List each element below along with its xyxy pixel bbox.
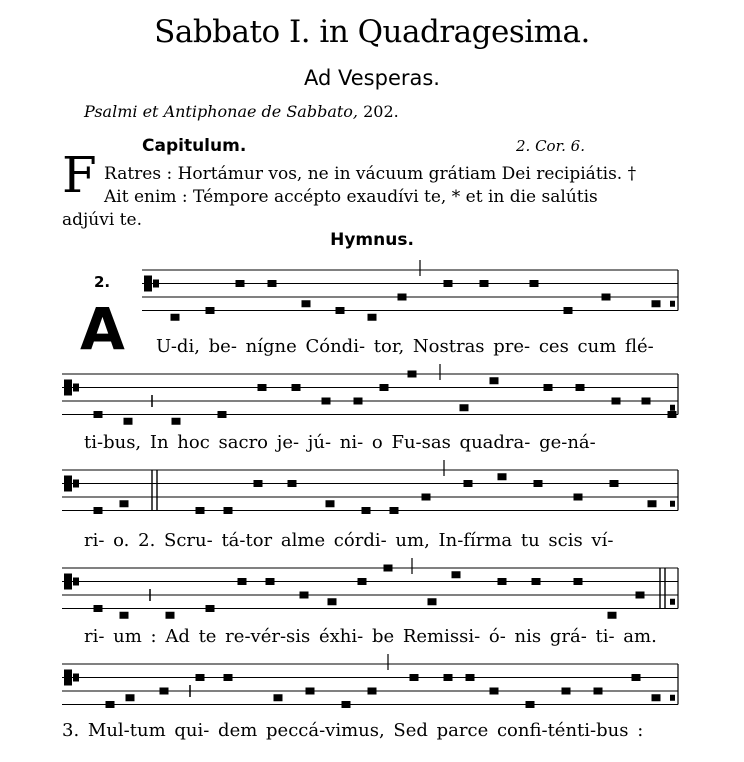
neume-note <box>544 384 553 391</box>
neume-note <box>94 411 103 418</box>
neume-note <box>466 674 475 681</box>
neume-note <box>258 384 267 391</box>
neume-note <box>490 377 499 384</box>
neume-note <box>106 701 115 708</box>
neume-note <box>444 674 453 681</box>
neume-note <box>94 507 103 514</box>
lyric-line-3: ri- o. 2. Scru- tá-tor alme córdi- um, In-fírma tu scis ví- <box>84 530 614 551</box>
neume-note <box>632 674 641 681</box>
neume-note <box>398 294 407 301</box>
office-subtitle: Ad Vesperas. <box>304 66 440 90</box>
neume-note <box>268 280 277 287</box>
c-clef-icon <box>144 276 152 292</box>
neume-note <box>652 300 661 307</box>
neume-note <box>390 507 399 514</box>
neume-note <box>608 612 617 619</box>
neume-note <box>602 294 611 301</box>
neume-note <box>120 612 129 619</box>
neume-note <box>196 507 205 514</box>
neume-note <box>480 280 489 287</box>
neume-note <box>238 578 247 585</box>
c-clef-icon <box>73 480 79 488</box>
neume-note <box>254 480 263 487</box>
neume-note <box>534 480 543 487</box>
neume-note <box>358 578 367 585</box>
neume-note <box>224 674 233 681</box>
neume-note <box>302 300 311 307</box>
neume-note <box>124 418 133 425</box>
lyric-line-4: ri- um : Ad te re-vér-sis éxhi- be Remissi- ó- nis grá- ti- am. <box>84 626 657 647</box>
neume-note <box>648 500 657 507</box>
custos-icon <box>670 599 675 605</box>
neume-note <box>171 314 180 321</box>
neume-note <box>218 411 227 418</box>
c-clef-icon <box>153 280 159 288</box>
neume-note <box>498 578 507 585</box>
neume-note <box>428 598 437 605</box>
neume-note <box>160 688 169 695</box>
neume-note <box>300 592 309 599</box>
capitulum-reference: 2. Cor. 6. <box>516 137 585 155</box>
neume-note <box>530 280 539 287</box>
neume-note <box>368 314 377 321</box>
neume-note <box>380 384 389 391</box>
neume-note <box>266 578 275 585</box>
custos-icon <box>670 405 675 411</box>
neume-note <box>594 688 603 695</box>
hymnus-heading: Hymnus. <box>330 230 414 250</box>
neume-note <box>490 688 499 695</box>
custos-icon <box>670 695 675 701</box>
neume-note <box>322 398 331 405</box>
neume-note <box>562 688 571 695</box>
c-clef-icon <box>73 384 79 392</box>
neume-note <box>564 307 573 314</box>
c-clef-icon <box>73 674 79 682</box>
capitulum-line-1: Ratres : Hortámur vos, ne in vácuum grátiam Dei recipiátis. † <box>104 164 637 184</box>
neume-note <box>172 418 181 425</box>
neume-note <box>336 307 345 314</box>
psalm-reference-page: 202. <box>363 102 399 121</box>
capitulum-line-2: Ait enim : Témpore accépto exaudívi te, * et in die salútis <box>104 187 598 207</box>
custos-icon <box>670 301 675 307</box>
neume-note <box>574 494 583 501</box>
neume-note <box>292 384 301 391</box>
capitulum-heading: Capitulum. <box>142 136 247 156</box>
neume-note <box>274 694 283 701</box>
neume-note <box>526 701 535 708</box>
lyric-line-2: ti-bus, In hoc sacro je- jú- ni- o Fu-sas quadra- ge-ná- <box>84 432 596 453</box>
c-clef-icon <box>73 578 79 586</box>
neume-note <box>532 578 541 585</box>
custos-icon <box>670 501 675 507</box>
neume-note <box>354 398 363 405</box>
neume-note <box>612 398 621 405</box>
page-title: Sabbato I. in Quadragesima. <box>154 14 590 50</box>
capitulum-line-3: adjúvi te. <box>62 210 142 230</box>
neume-note <box>460 404 469 411</box>
neume-note <box>422 494 431 501</box>
neume-note <box>384 565 393 572</box>
neume-note <box>328 598 337 605</box>
neume-note <box>236 280 245 287</box>
neume-note <box>94 605 103 612</box>
neume-note <box>636 592 645 599</box>
neume-note <box>288 480 297 487</box>
neume-note <box>464 480 473 487</box>
neume-note <box>362 507 371 514</box>
neume-note <box>444 280 453 287</box>
neume-note <box>326 500 335 507</box>
neume-note <box>206 605 215 612</box>
neume-note <box>642 398 651 405</box>
neume-note <box>120 500 129 507</box>
neume-note <box>368 688 377 695</box>
neume-note <box>224 507 233 514</box>
neume-note <box>576 384 585 391</box>
c-clef-icon <box>64 380 72 396</box>
neume-note <box>196 674 205 681</box>
neume-note <box>206 307 215 314</box>
neume-note <box>166 612 175 619</box>
hymn-mode-number: 2. <box>94 273 111 291</box>
c-clef-icon <box>64 476 72 492</box>
neume-note <box>306 688 315 695</box>
c-clef-icon <box>64 574 72 590</box>
hymn-initial: A <box>80 295 125 363</box>
neume-note <box>668 411 677 418</box>
c-clef-icon <box>64 670 72 686</box>
neume-note <box>452 571 461 578</box>
neume-note <box>652 694 661 701</box>
neume-note <box>342 701 351 708</box>
psalm-reference-text: Psalmi et Antiphonae de Sabbato, <box>84 102 359 121</box>
neume-note <box>410 674 419 681</box>
capitulum-initial: F <box>62 146 97 204</box>
neume-note <box>126 694 135 701</box>
neume-note <box>610 480 619 487</box>
neume-note <box>498 473 507 480</box>
lyric-line-5: 3. Mul-tum qui- dem peccá-vimus, Sed parce confi-ténti-bus : <box>62 720 644 741</box>
neume-note <box>408 371 417 378</box>
neume-note <box>574 578 583 585</box>
lyric-line-1: U-di, be- nígne Cóndi- tor, Nostras pre- ces cum flé- <box>156 336 654 357</box>
